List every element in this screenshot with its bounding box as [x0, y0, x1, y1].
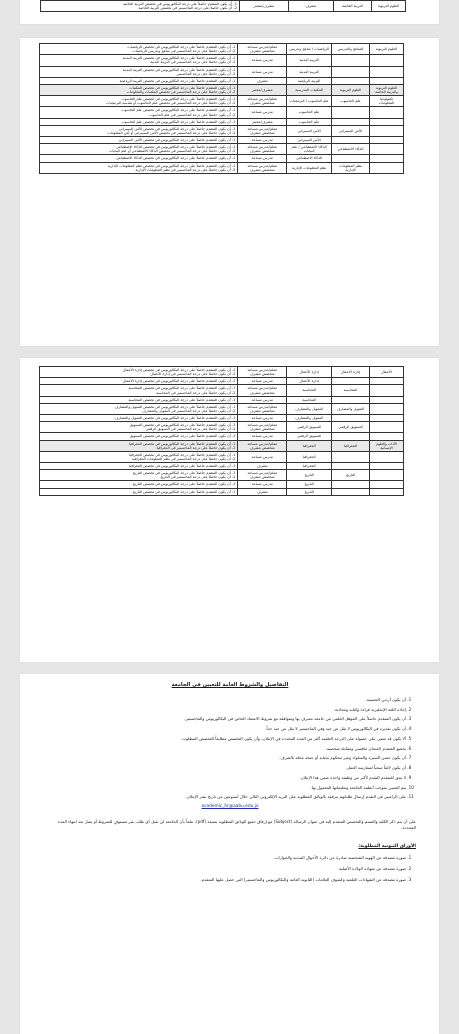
department-cell: الذكاء الاصطناعي [332, 144, 370, 155]
college-cell [369, 463, 403, 470]
requirement-line: 1- أن يكون المتقدم حاصلاً على درجة البكالوريوس في تخصص التاريخ [132, 489, 236, 494]
rank-cell: معلم/مدرس مساعد متخصص مشرف [238, 403, 287, 414]
conditions-list [44, 697, 416, 801]
requirement-line: 2- أن يكون حاصلاً على درجة الماجستير في مناهج وتدريس الرياضيات [132, 49, 236, 54]
department-cell [332, 77, 370, 84]
rank-cell: معلم/مدرس مساعد متخصص مشرف [238, 385, 287, 396]
requirement-line: 2- أن يكون حاصلاً على درجة الماجستير في الجغرافيا [156, 445, 236, 450]
specialization-cell: مشرف [288, 1, 333, 12]
condition-item: 3. أن يكون المتقدم حاصلاً على المؤهل العلمي من جامعة معترف بها ومتوافقة مع شروط الاعتماد الخاص في البكالوريوس والماجستير. [44, 716, 406, 722]
table-row [40, 451, 404, 462]
requirement-line: 2- أن يكون حاصلاً على درجة الماجستير في التربية البدنية [150, 60, 236, 65]
requirement-line: 2- أن يكون حاصلاً على درجة الماجستير في التسويق الرقمي [145, 427, 236, 432]
requirement-line: 1- أن يكون المتقدم حاصلاً على درجة البكالوريوس في تخصص التسويق [129, 434, 236, 439]
rank-cell: معلم/مدرس مساعد متخصص مشرف [238, 422, 287, 433]
requirement-line: 2- أن يكون حاصلاً على درجة الماجستير في المحاسبة [156, 390, 236, 395]
requirements-cell [40, 367, 238, 378]
table-row [40, 463, 404, 470]
requirements-cell [40, 162, 238, 173]
table-row [40, 396, 404, 403]
requirement-line: 1- أن يكون المتقدم حاصلاً على درجة البكالوريوس في تخصص الأمن السيبراني [118, 126, 236, 131]
requirement-line: 2- أن يكون حاصلاً على درجة الماجستير في علم الحاسوب [149, 112, 236, 117]
rank-cell: مشرف/مختبر [238, 118, 287, 125]
requirement-line: 1- أن يكون المتقدم حاصلاً على درجة البكالوريوس في تخصص إدارة الأعمال [122, 368, 236, 372]
requirement-line: 1- أن يكون المتقدم حاصلاً على درجة البكالوريوس في تخصص الذكاء الاصطناعي [116, 156, 236, 161]
jobs-table [40, 0, 406, 12]
requirements-cell [40, 125, 238, 136]
rank-cell: مدرس مساعد [238, 451, 287, 462]
rank-cell: مدرس مساعد [238, 55, 287, 66]
college-cell: العلوم التربوية والتربية الخاصة [369, 84, 403, 95]
requirement-line: 1- أن يكون المتقدم حاصلاً على درجة البكالوريوس في تخصص التربية البدنية [122, 67, 236, 72]
table-row [40, 367, 404, 378]
requirement-line: 1- أن يكون المتقدم حاصلاً على درجة البكالوريوس في تخصص علم الحاسوب [121, 97, 236, 102]
rank-cell: مدرس مساعد [238, 378, 287, 385]
conditions-title: التفاصيل والشروط العامة للتعيين في الجامعة [171, 682, 289, 688]
requirement-line: 1- أن يكون المتقدم حاصلاً على درجة البكالوريوس في تخصص التمويل والمصارف [114, 404, 236, 409]
department-cell: نظم المعلومات الإدارية [332, 162, 370, 173]
requirement-line: 1- أن يكون المتقدم حاصلاً على درجة البكالوريوس في تخصص الجغرافيا [129, 452, 236, 457]
college-cell: تكنولوجيا المعلومات [369, 96, 403, 107]
requirements-cell [40, 422, 238, 433]
requirement-line: 2- أن يكون حاصلاً على درجة الماجستير في تخصص علم الحاسوب أو هندسة البرمجيات [106, 101, 236, 106]
requirement-line: 2- أن يكون حاصلاً على درجة الماجستير في إدارة الأعمال [150, 372, 236, 377]
requirement-line: 1- أن يكون المتقدم حاصلاً على درجة البكالوريوس في تخصص التربية البدنية [122, 56, 236, 61]
college-cell [369, 415, 403, 422]
specialization-cell: التمويل والمصارف [287, 415, 332, 422]
specialization-cell: علم الحاسوب / البرمجيات [287, 96, 332, 107]
requirements-cell [41, 1, 240, 12]
submission-note: على أن يتم ذكر الكلية والقسم والتخصص المتقدم إليه في عنوان الرسالة (Subject) مع إرفاق جميع الوثائق المطلوبة بصيغة (pdf)، علماً بأن الجامعة لن تقبل أي طلب غير مستوفٍ للشروط أو يصل بعد انتهاء المدة المحددة. [57, 819, 416, 831]
document-page-2 [20, 38, 439, 346]
department-cell: المناهج والتدريس [332, 44, 370, 55]
rank-cell: مدرس مساعد [238, 396, 287, 403]
requirements-cell [40, 378, 238, 385]
table-row [40, 55, 404, 66]
specialization-cell: الجغرافيا [287, 463, 332, 470]
condition-item: 9. لا يحق للمتقدم التقدم لأكثر من وظيفة واحدة ضمن هذا الإعلان. [44, 775, 406, 781]
requirement-line: 2- أن يكون حاصلاً على درجة الماجستير في تخصص الأمن السيبراني أو أمن المعلومات [107, 130, 236, 135]
department-cell: التاريخ [332, 470, 370, 481]
requirement-line: 2- أن يكون حاصلاً على درجة الماجستير في تخصص المكتبات والمعلومات [126, 90, 236, 94]
specialization-cell: علم الحاسوب [287, 118, 332, 125]
requirements-cell [40, 451, 238, 462]
specialization-cell: التسويق الرقمي [287, 422, 332, 433]
condition-item: 8. أن يكون لائقاً صحياً لممارسة العمل. [44, 765, 406, 771]
college-cell [369, 155, 403, 162]
college-cell [369, 66, 403, 77]
specialization-cell: المحاسبة [287, 396, 332, 403]
department-cell: التسويق الرقمي [332, 422, 370, 433]
condition-item: 7. أن يكون حسن السيرة والسلوك وغير محكوم بجناية أو جنحة مخلة بالشرف. [44, 755, 406, 761]
condition-item: 5. ألا يكون قد مضى على حصوله على الدرجة العلمية أكثر من المدة المحددة في الإعلان، وأن يكون التخصص مطابقاً للتخصص المطلوب. [44, 736, 406, 742]
college-cell [369, 470, 403, 481]
specialization-cell: الرياضيات / مناهج وتدريس [287, 44, 332, 55]
table-row [40, 433, 404, 440]
requirement-line: 1- أن يكون المتقدم حاصلاً على درجة البكالوريوس في تخصص الجغرافيا [129, 441, 236, 446]
requirement-line: 1- أن يكون المتقدم حاصلاً على درجة البكالوريوس في تخصص الذكاء الاصطناعي [116, 145, 236, 150]
rank-cell: مدرس مساعد [238, 481, 287, 488]
college-cell: الأعمال [369, 367, 403, 378]
specialization-cell: التربية البدنية [287, 66, 332, 77]
college-cell [369, 451, 403, 462]
college-cell: العلوم التربوية [371, 1, 405, 12]
table-row [40, 415, 404, 422]
specialization-cell: علم الحاسوب [287, 107, 332, 118]
requirement-line: 1- أن يكون المتقدم حاصلاً على درجة البكالوريوس في تخصص التسويق [129, 423, 236, 428]
rank-cell: مشرف [238, 488, 287, 495]
department-cell [332, 433, 370, 440]
requirements-cell [40, 415, 238, 422]
table-row [41, 1, 406, 12]
document-item: 2. صورة مصدقة عن شهادة الولادة الأصلية. [44, 866, 406, 872]
specialization-cell: نظم المعلومات الإدارية [287, 162, 332, 173]
requirements-cell [40, 440, 238, 451]
rank-cell: معلم/مدرس مساعد متخصص مشرف [238, 125, 287, 136]
condition-item: 10. يتم التعيين بموجب أنظمة الجامعة وتعليماتها المعمول بها. [44, 785, 406, 791]
requirement-line: 2- أن يكون حاصلاً على درجة الماجستير في التاريخ [160, 475, 236, 480]
rank-cell: معلم/مدرس مساعد متخصص مشرف [238, 440, 287, 451]
college-cell [369, 118, 403, 125]
requirement-line: 1- أن يكون المتقدم حاصلاً على درجة البكالوريوس في تخصص المحاسبة [128, 397, 236, 402]
table-row [40, 96, 404, 107]
table-row [40, 77, 404, 84]
specialization-cell: التربية الرياضية [287, 77, 332, 84]
document-page-3 [20, 358, 439, 662]
college-cell [369, 488, 403, 495]
specialization-cell: التاريخ [287, 481, 332, 488]
college-cell [369, 107, 403, 118]
department-cell: المحاسبة [332, 385, 370, 396]
requirements-cell [40, 470, 238, 481]
table-row [40, 44, 404, 55]
rank-cell: معلم/مدرس مساعد متخصص مشرف [238, 367, 287, 378]
specialization-cell: التاريخ [287, 470, 332, 481]
college-cell [369, 385, 403, 396]
requirements-cell [40, 396, 238, 403]
rank-cell: مدرس مساعد [238, 155, 287, 162]
table-row [40, 137, 404, 144]
requirement-line: 1- أن يكون المتقدم حاصلاً على درجة البكالوريوس في تخصص نظم المعلومات الإدارية [107, 163, 236, 168]
rank-cell: معلم/مدرس مساعد متخصص مشرف [238, 162, 287, 173]
college-cell [369, 378, 403, 385]
specialization-cell: التاريخ [287, 488, 332, 495]
table-row [40, 125, 404, 136]
requirements-cell [40, 77, 238, 84]
rank-cell: مشرف [238, 77, 287, 84]
requirements-cell [40, 55, 238, 66]
specialization-cell: الجغرافيا [287, 440, 332, 451]
required-documents-list [44, 855, 416, 884]
rank-cell: معلم/مدرس مساعد متخصص مشرف [238, 44, 287, 55]
table-row [40, 470, 404, 481]
requirement-line: 2- أن يكون حاصلاً على درجة الماجستير [176, 71, 236, 76]
department-cell [332, 155, 370, 162]
table-row [40, 481, 404, 488]
requirement-line: 1- أن يكون المتقدم حاصلاً على درجة البكالوريوس في تخصص التربية الرياضية [119, 78, 236, 83]
requirements-cell [40, 481, 238, 488]
rank-cell: مشرف/مختبر [238, 84, 287, 95]
required-documents-title: الأوراق الثبوتية المطلوبة: [358, 843, 416, 849]
department-cell: العلوم التربوية [332, 84, 370, 95]
table-row [40, 66, 404, 77]
rank-cell: مدرس مساعد [238, 107, 287, 118]
rank-cell: مشرف/مختبر [240, 1, 289, 12]
jobs-table [39, 366, 404, 496]
department-cell: علم الحاسوب [332, 96, 370, 107]
department-cell: التمويل والمصارف [332, 403, 370, 414]
condition-item: 1. أن يكون أردني الجنسية. [44, 697, 406, 703]
requirements-cell [40, 488, 238, 495]
department-cell: التربية الخاصة [333, 1, 371, 12]
rank-cell: مدرس مساعد [238, 66, 287, 77]
requirements-cell [40, 433, 238, 440]
requirement-line: 2- أن يكون حاصلاً على درجة الماجستير في نظم المعلومات الجغرافية [131, 456, 236, 461]
specialization-cell: إدارة الأعمال [287, 378, 332, 385]
department-cell [332, 118, 370, 125]
college-cell [369, 481, 403, 488]
department-cell [332, 107, 370, 118]
table-row [40, 144, 404, 155]
condition-item: 6. يخضع المتقدم لامتحان تنافسي ومقابلة شخصية. [44, 746, 406, 752]
specialization-cell: التمويل والمصارف [287, 403, 332, 414]
department-cell: إدارة الأعمال [332, 367, 370, 378]
requirements-cell [40, 44, 238, 55]
rank-cell: معلم/مدرس مساعد متخصص مشرف [238, 96, 287, 107]
document-item: 3. صورة مصدقة عن الشهادات العلمية وكشوف العلامات (الثانوية العامة والبكالوريوس والماجستير) التي حصل عليها المتقدم. [44, 877, 406, 883]
requirement-line: 2- أن يكون حاصلاً على درجة الماجستير في تخصص التربية الخاصة [138, 6, 238, 11]
specialization-cell: المكتبات المدرسية [287, 84, 332, 95]
table-row [40, 162, 404, 173]
college-cell [369, 433, 403, 440]
requirement-line: 1- أن يكون المتقدم حاصلاً على درجة البكالوريوس في تخصص علم الحاسوب [121, 119, 236, 124]
specialization-cell: التربية البدنية [287, 55, 332, 66]
requirement-line: 2- أن يكون حاصلاً على درجة الماجستير في تخصص الذكاء الاصطناعي أو علم البيانات [109, 149, 236, 154]
college-cell [369, 137, 403, 144]
condition-item: 2. إجادة اللغة الإنجليزية قراءة وكتابة ومحادثة. [44, 707, 406, 713]
requirement-line: 1- أن يكون المتقدم حاصلاً على درجة البكالوريوس في تخصص المكتبات [129, 85, 236, 90]
requirement-line: 2- أن يكون حاصلاً على درجة الماجستير في نظم المعلومات الإدارية [135, 167, 236, 172]
requirement-line: 1- أن يكون المتقدم حاصلاً على درجة البكالوريوس في تخصص التاريخ [132, 482, 236, 487]
table-row [40, 385, 404, 396]
specialization-cell: إدارة الأعمال [287, 367, 332, 378]
department-cell: الجغرافيا [332, 440, 370, 451]
rank-cell: مدرس مساعد [238, 433, 287, 440]
table-row [40, 155, 404, 162]
requirements-cell [40, 144, 238, 155]
requirement-line: 1- أن يكون المتقدم حاصلاً على درجة البكالوريوس في تخصص المحاسبة [128, 386, 236, 391]
document-page-4 [20, 674, 439, 1034]
requirements-cell [40, 385, 238, 396]
specialization-cell: التسويق الرقمي [287, 433, 332, 440]
specialization-cell: الأمن السيبراني [287, 137, 332, 144]
general-conditions-section [44, 682, 416, 889]
application-email-link[interactable]: academic_hr@aabu.edu.jo [201, 804, 259, 810]
department-cell [332, 451, 370, 462]
department-cell [332, 378, 370, 385]
department-cell: الأمن السيبراني [332, 125, 370, 136]
specialization-cell: الأمن السيبراني [287, 125, 332, 136]
requirements-cell [40, 463, 238, 470]
table-row [40, 118, 404, 125]
specialization-cell: الجغرافيا [287, 451, 332, 462]
table-row [40, 378, 404, 385]
department-cell [332, 137, 370, 144]
requirements-cell [40, 403, 238, 414]
requirement-line: 1- أن يكون المتقدم حاصلاً على درجة البكالوريوس في تخصص علم الحاسوب [121, 108, 236, 113]
department-cell [332, 66, 370, 77]
requirements-cell [40, 107, 238, 118]
requirement-line: 1- أن يكون المتقدم حاصلاً على درجة البكالوريوس في تخصص إدارة الأعمال [122, 379, 236, 384]
department-cell [332, 55, 370, 66]
specialization-cell: الذكاء الاصطناعي [287, 155, 332, 162]
requirement-line: 1- أن يكون المتقدم حاصلاً على درجة البكالوريوس في تخصص الرياضيات [127, 45, 236, 49]
table-row [40, 107, 404, 118]
rank-cell: مشرف [238, 463, 287, 470]
college-cell [369, 396, 403, 403]
requirement-line: 1- أن يكون المتقدم حاصلاً على درجة البكالوريوس في تخصص التربية الخاصة [122, 2, 238, 6]
document-item: 1. صورة مصدقة عن الهوية الشخصية صادرة عن دائرة الأحوال المدنية والجوازات. [44, 855, 406, 861]
table-row [40, 422, 404, 433]
college-cell: العلوم التربوية [369, 44, 403, 55]
table-row [40, 488, 404, 495]
rank-cell: معلم/مدرس مساعد متخصص مشرف [238, 470, 287, 481]
department-cell [332, 481, 370, 488]
department-cell [332, 396, 370, 403]
college-cell [369, 144, 403, 155]
college-cell [369, 162, 403, 173]
requirement-line: 1- أن يكون المتقدم حاصلاً على درجة البكالوريوس في تخصص الجغرافيا [129, 464, 236, 468]
rank-cell: مدرس مساعد [238, 137, 287, 144]
rank-cell: مدرس مساعد [238, 415, 287, 422]
requirements-cell [40, 155, 238, 162]
rank-cell: معلم/مدرس مساعد متخصص مشرف [238, 144, 287, 155]
table-row [40, 440, 404, 451]
requirement-line: 1- أن يكون المتقدم حاصلاً على درجة البكالوريوس في تخصص التمويل والمصارف [114, 416, 236, 420]
requirements-cell [40, 137, 238, 144]
jobs-table [39, 43, 404, 174]
college-cell: الآداب والعلوم الإنسانية [369, 440, 403, 451]
specialization-cell: الذكاء الاصطناعي / علم البيانات [287, 144, 332, 155]
table-row [40, 84, 404, 95]
specialization-cell: المحاسبة [287, 385, 332, 396]
department-cell [332, 488, 370, 495]
requirements-cell [40, 96, 238, 107]
requirements-cell [40, 84, 238, 95]
department-cell [332, 415, 370, 422]
department-cell [332, 463, 370, 470]
requirements-cell [40, 66, 238, 77]
requirements-cell [40, 118, 238, 125]
college-cell [369, 422, 403, 433]
condition-item: 4. أن يكون تقديره في البكالوريوس لا يقل عن جيد وفي الماجستير لا يقل عن جيد جداً. [44, 726, 406, 732]
condition-item: 11. على الراغبين في التقدم إرسال طلباتهم مرفقة بالوثائق المطلوبة على البريد الإلكتروني التالي خلال أسبوعين من تاريخ نشر الإعلان. [44, 794, 406, 800]
document-page-1 [20, 0, 439, 24]
college-cell [369, 77, 403, 84]
requirement-line: 1- أن يكون المتقدم حاصلاً على درجة البكالوريوس في تخصص التاريخ [132, 471, 236, 476]
college-cell [369, 403, 403, 414]
requirement-line: 1- أن يكون المتقدم حاصلاً على درجة البكالوريوس في تخصص الأمن السيبراني [118, 138, 236, 142]
college-cell [369, 125, 403, 136]
requirement-line: 2- أن يكون حاصلاً على درجة الماجستير في التمويل والمصارف [142, 408, 236, 413]
college-cell [369, 55, 403, 66]
table-row [40, 403, 404, 414]
